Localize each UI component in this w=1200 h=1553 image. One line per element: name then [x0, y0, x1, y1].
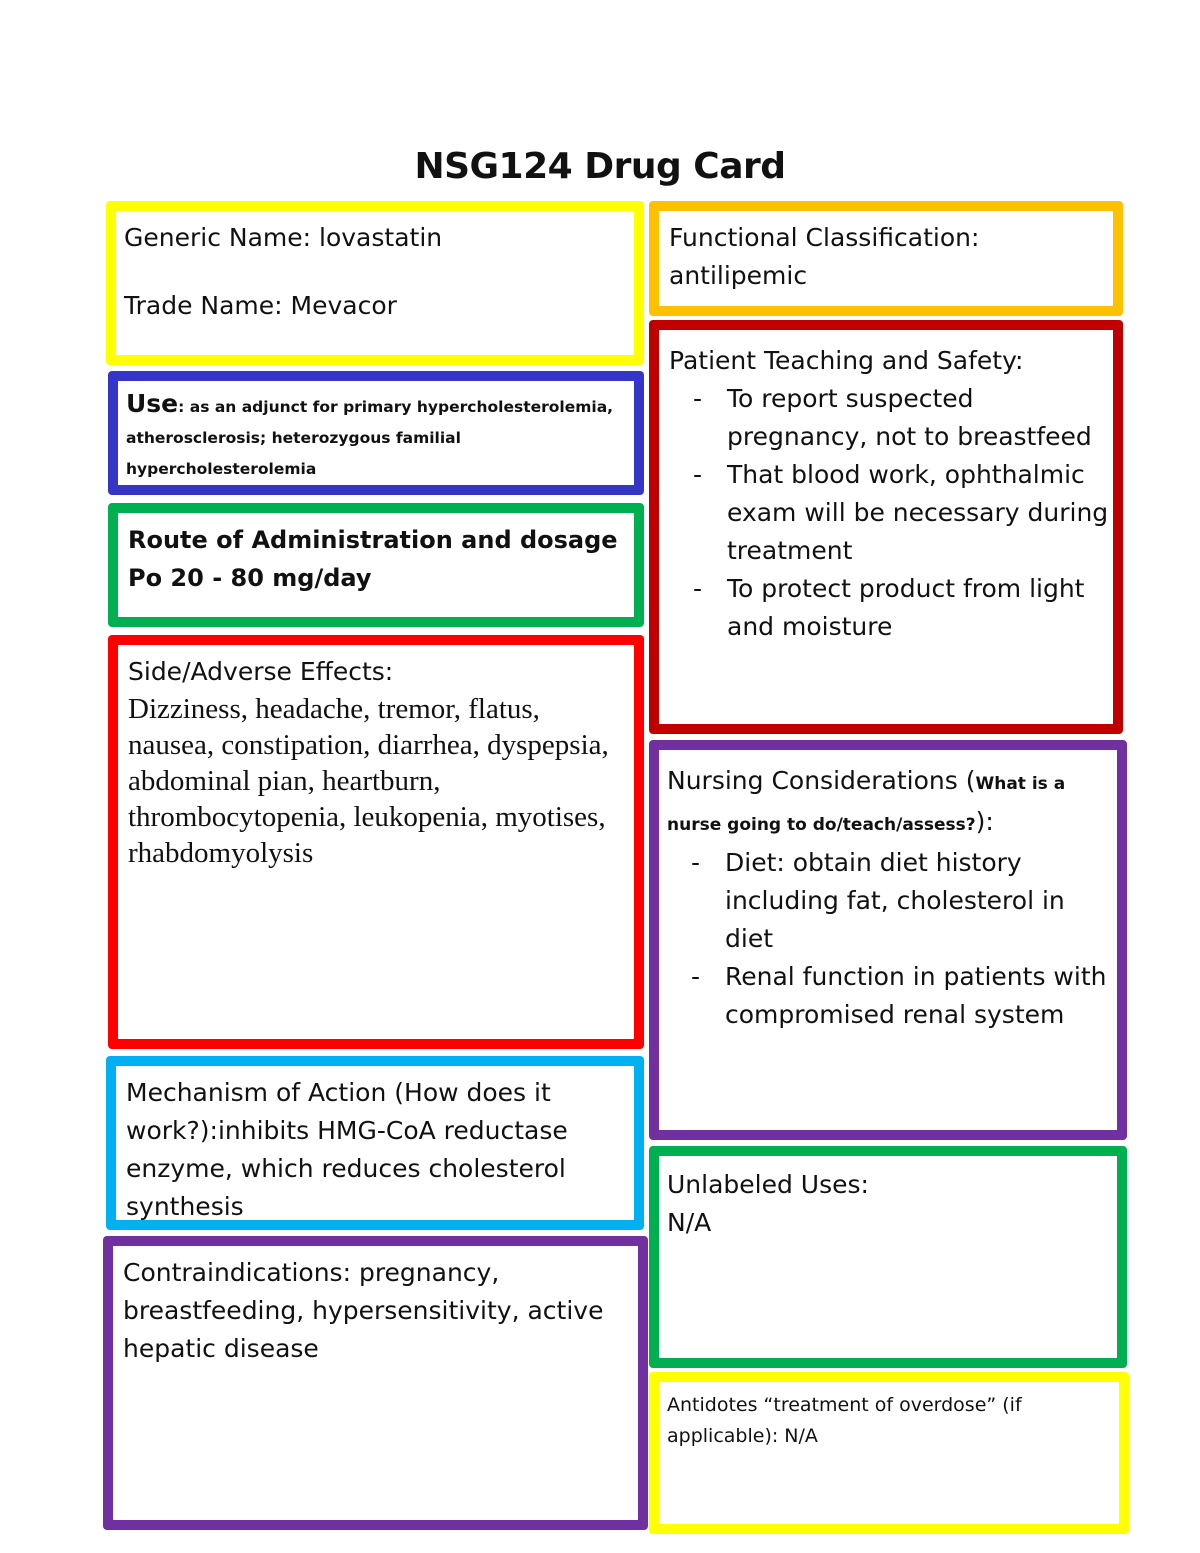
contraindications-text: Contraindications: pregnancy, breastfeeding, hypersensitivity, active hepatic disease [123, 1258, 604, 1363]
nursing-list [667, 844, 1107, 1034]
unlabeled-label: Unlabeled Uses: [667, 1170, 869, 1199]
contraindications-box [103, 1236, 648, 1530]
side-effects-text: Dizziness, headache, tremor, flatus, nausea, constipation, diarrhea, dyspepsia, abdominal pian, heartburn, thrombocytopenia, leukopenia, myotises, rhabdomyolysis [128, 693, 609, 869]
teaching-box [649, 320, 1123, 734]
page-title: NSG124 Drug Card [414, 146, 786, 187]
list-item: - Renal function in patients with compromised renal system [725, 958, 1107, 1034]
classification-box [649, 201, 1123, 316]
list-item: - Diet: obtain diet history including fat, cholesterol in diet [725, 844, 1107, 958]
use-text: : as an adjunct for primary hypercholesterolemia, atherosclerosis; heterozygous familial hypercholesterolemia [126, 398, 614, 478]
mechanism-text: Mechanism of Action (How does it work?):inhibits HMG-CoA reductase enzyme, which reduces cholesterol synthesis [126, 1078, 568, 1221]
nursing-label [667, 762, 1107, 844]
route-dosage: Po 20 - 80 mg/day [128, 564, 372, 592]
antidotes-text: Antidotes “treatment of overdose” (if applicable): N/A [667, 1394, 1022, 1447]
teaching-list [669, 380, 1119, 646]
list-item: - To report suspected pregnancy, not to breastfeed [727, 380, 1119, 456]
generic-name: Generic Name: lovastatin [124, 223, 443, 252]
trade-name: Trade Name: Mevacor [124, 291, 397, 320]
list-item: - That blood work, ophthalmic exam will be necessary during treatment [727, 456, 1119, 570]
antidotes-box [649, 1372, 1129, 1534]
names-box [106, 201, 644, 365]
side-effects-box [108, 635, 644, 1049]
nursing-box [649, 740, 1127, 1140]
classification-label: Functional Classification: [669, 223, 980, 252]
use-box [108, 371, 644, 495]
teaching-label: Patient Teaching and Safety: [669, 346, 1024, 375]
list-item: - To protect product from light and moisture [727, 570, 1119, 646]
side-effects-label: Side/Adverse Effects: [128, 657, 394, 686]
unlabeled-value: N/A [667, 1208, 712, 1237]
unlabeled-box [649, 1146, 1127, 1368]
mechanism-box [106, 1056, 644, 1230]
nursing-label-end: ): [975, 807, 994, 836]
classification-value: antilipemic [669, 261, 808, 290]
nursing-label-bold: What is a nurse going to do/teach/assess? [667, 774, 1066, 835]
nursing-label-start: Nursing Considerations ( [667, 766, 976, 795]
route-heading: Route of Administration and dosage [128, 526, 618, 554]
use-label: Use [126, 389, 179, 418]
route-box [108, 503, 644, 627]
